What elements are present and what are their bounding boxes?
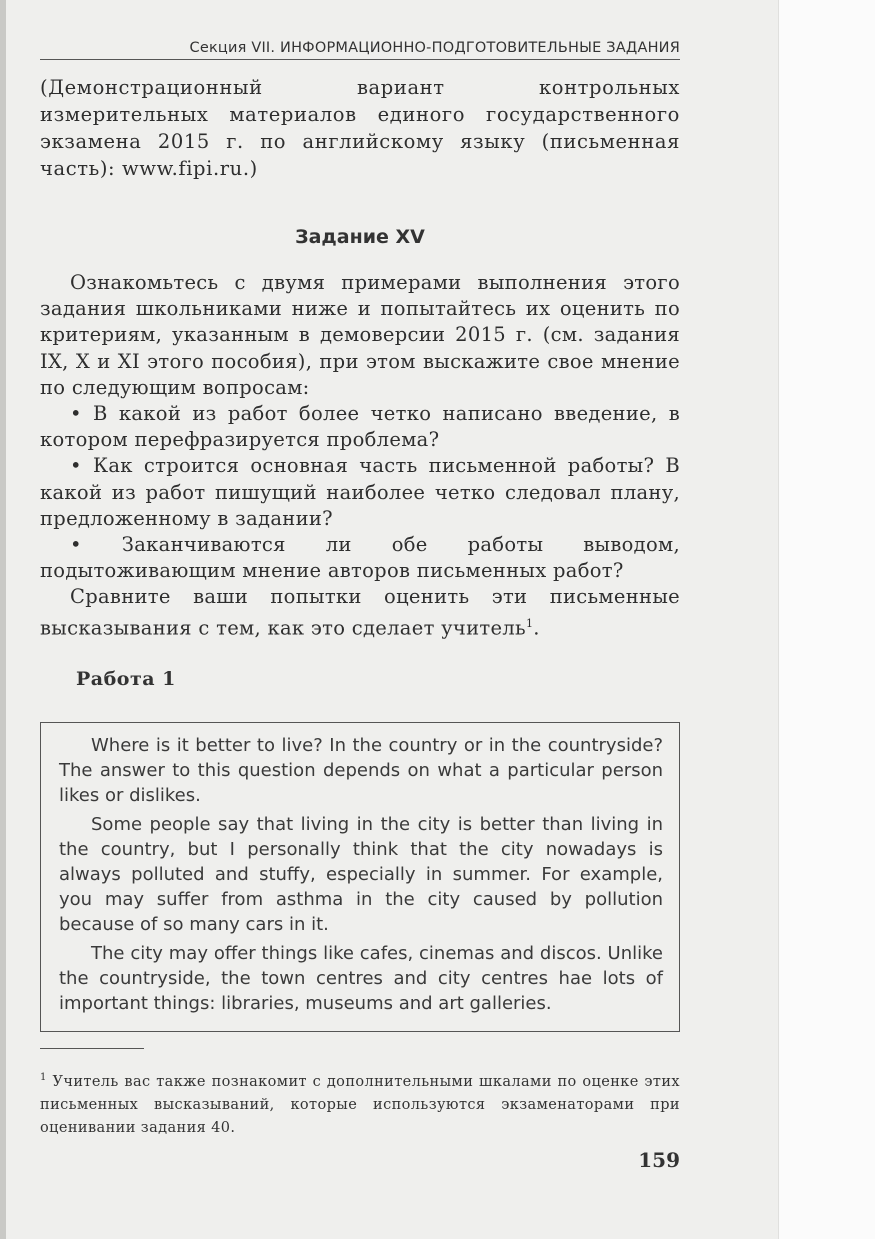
scanner-margin [778, 0, 875, 1239]
footnote-text: Учитель вас также познакомит с дополнительными шкалами по оценке этих письменных высказываний, которые используются экзаменаторами при оценивании задания 40. [40, 1073, 680, 1136]
essay-paragraph: The city may offer things like cafes, cinemas and discos. Unlike the countryside, the town centres and city centres hae lots of important things: libraries, museums and art galleries. [59, 943, 663, 1014]
task-paragraph: Ознакомьтесь с двумя примерами выполнения этого задания школьниками ниже и попытайтесь их оценить по критериям, указанным в демоверсии 2015 г. (см. задания IX, X и XI этого пособия), при этом выскажите свое мнение по следующим вопросам: [40, 271, 680, 399]
task-closing-text: Сравните ваши попытки оценить эти письменные высказывания с тем, как это сделает учитель [40, 585, 680, 640]
essay-paragraph: Where is it better to live? In the country or in the countryside? The answer to this question depends on what a particular person likes or dislikes. [59, 735, 663, 806]
footnote-reference: 1 [525, 616, 534, 630]
footnote-mark: 1 [40, 1072, 47, 1083]
task-bullet: • В какой из работ более четко написано введение, в котором перефразируется проблема? [40, 402, 680, 452]
task-bullet: • Как строится основная часть письменной работы? В какой из работ пишущий наиболее четко следовал плану, предложенному в задании? [40, 454, 680, 530]
task-bullet: • Заканчиваются ли обе работы выводом, подытоживающим мнение авторов письменных работ? [40, 533, 680, 583]
footnote-divider [40, 1048, 144, 1049]
essay-box [40, 722, 680, 1032]
task-closing-end: . [533, 616, 540, 640]
work-title: Работа 1 [76, 668, 176, 690]
footnote [40, 1066, 680, 1140]
page-number: 159 [638, 1148, 680, 1172]
essay-paragraph: Some people say that living in the city is better than living in the country, but I personally think that the city nowadays is always polluted and stuffy, especially in summer. For example, you may suffer from asthma in the city caused by pollution because of so many cars in it. [59, 814, 663, 935]
task-text [40, 270, 680, 641]
scan-edge [0, 0, 6, 1239]
intro-paragraph: (Демонстрационный вариант контрольных измерительных материалов единого государственного экзамена 2015 г. по английскому языку (письменная часть): www.fipi.ru.) [40, 76, 680, 180]
task-closing [40, 584, 680, 641]
running-head: Секция VII. ИНФОРМАЦИОННО-ПОДГОТОВИТЕЛЬНЫЕ ЗАДАНИЯ [40, 40, 680, 60]
section-heading: Задание XV [295, 226, 425, 248]
